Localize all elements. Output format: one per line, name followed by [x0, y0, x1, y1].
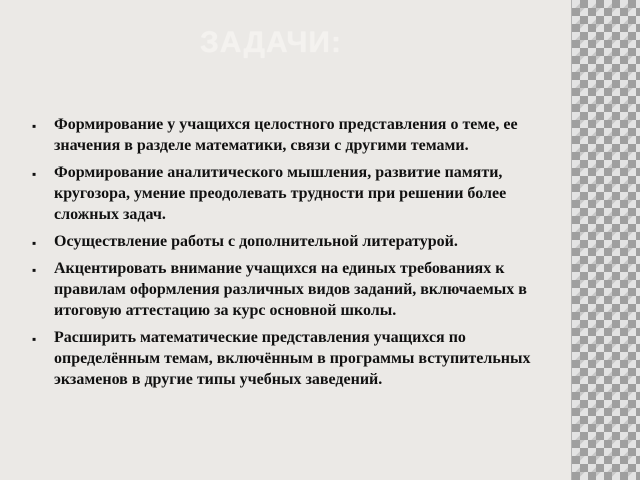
task-list: [30, 114, 540, 396]
list-item-text: Формирование у учащихся целостного представления о теме, ее значения в разделе математики, связи с другими темами.: [54, 116, 518, 154]
list-item-text: Осуществление работы с дополнительной литературой.: [54, 233, 458, 250]
list-item-text: Формирование аналитического мышления, развитие памяти, кругозора, умение преодолевать трудности при решении более сложных задач.: [54, 164, 507, 223]
bullet-icon: ▪: [32, 167, 37, 181]
list-item: [30, 327, 540, 390]
bullet-icon: ▪: [32, 119, 37, 133]
list-item-text: Расширить математические представления учащихся по определённым темам, включённым в программы вступительных экзаменов в другие типы учебных заведений.: [54, 329, 531, 388]
list-item-text: Акцентировать внимание учащихся на единых требованиях к правилам оформления различных видов заданий, включаемых в итоговую аттестацию за курс основной школы.: [54, 260, 527, 319]
bullet-icon: ▪: [32, 236, 37, 250]
bullet-icon: ▪: [32, 332, 37, 346]
list-item: [30, 162, 540, 225]
list-item: [30, 114, 540, 156]
list-item: [30, 231, 540, 252]
list-item: [30, 258, 540, 321]
slide-title: ЗАДАЧИ:: [200, 26, 342, 59]
bullet-icon: ▪: [32, 263, 37, 277]
decorative-side-panel: [571, 0, 640, 480]
